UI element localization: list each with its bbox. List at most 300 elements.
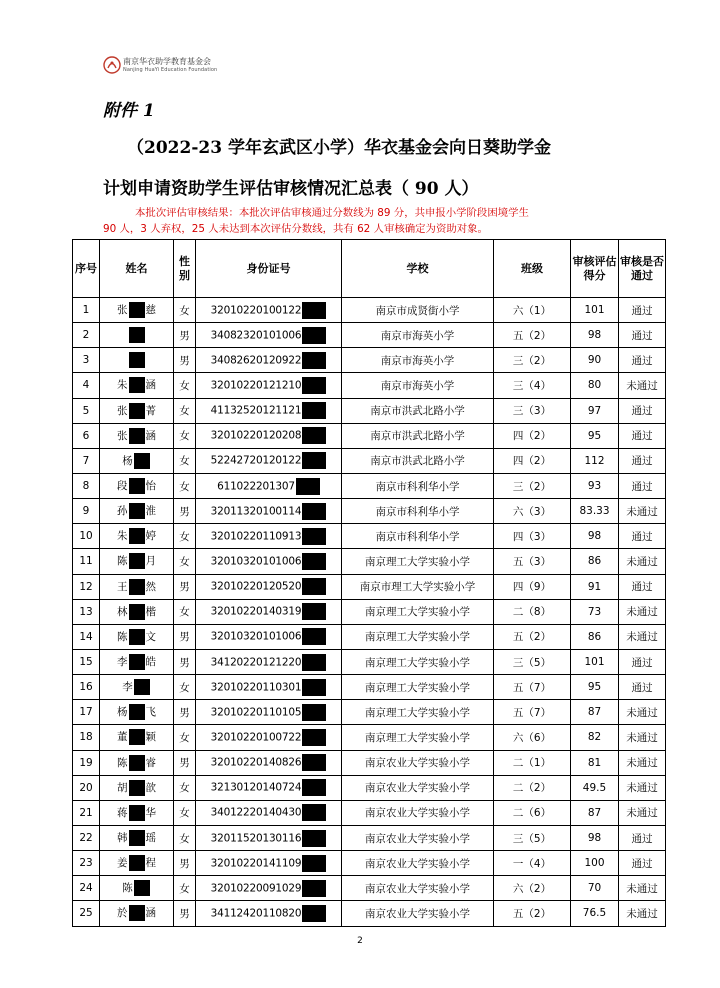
student-id xyxy=(196,775,342,800)
student-gender: 女 xyxy=(174,800,196,825)
id-redaction-mask xyxy=(302,905,326,922)
review-result: 通过 xyxy=(619,448,666,473)
id-number-visible: 32010220140319 xyxy=(210,605,302,618)
student-class: 三（5） xyxy=(494,649,571,674)
assessment-score: 98 xyxy=(571,524,619,549)
name-last-char: 菁 xyxy=(145,404,156,417)
table-row xyxy=(73,448,666,473)
redaction-mask xyxy=(129,629,145,645)
id-redaction-mask xyxy=(296,478,320,495)
student-id xyxy=(196,675,342,700)
name-last-char: 瑶 xyxy=(145,832,156,845)
student-gender: 女 xyxy=(174,549,196,574)
redaction-mask xyxy=(129,755,145,771)
student-gender: 女 xyxy=(174,725,196,750)
review-result: 未通过 xyxy=(619,499,666,524)
student-school: 南京理工大学实验小学 xyxy=(342,549,494,574)
redaction-mask xyxy=(129,704,145,720)
row-number: 9 xyxy=(73,499,100,524)
note-line1: 本批次评估审核结果：本批次评估审核通过分数线为 89 分，共申报小学阶段困境学生 xyxy=(135,207,529,219)
review-result: 未通过 xyxy=(619,725,666,750)
table-body xyxy=(73,298,666,927)
name-first-char: 朱 xyxy=(117,379,128,392)
student-school: 南京市海英小学 xyxy=(342,348,494,373)
student-school: 南京市科利华小学 xyxy=(342,499,494,524)
redaction-mask xyxy=(129,377,145,393)
id-number-visible: 32010220091029 xyxy=(210,882,302,895)
student-name xyxy=(100,851,174,876)
redaction-mask xyxy=(129,729,145,745)
row-number: 24 xyxy=(73,876,100,901)
student-gender: 男 xyxy=(174,624,196,649)
id-redaction-mask xyxy=(302,503,326,520)
table-row xyxy=(73,825,666,850)
row-number: 21 xyxy=(73,800,100,825)
student-id xyxy=(196,423,342,448)
assessment-score: 101 xyxy=(571,298,619,323)
assessment-score: 83.33 xyxy=(571,499,619,524)
student-school: 南京农业大学实验小学 xyxy=(342,876,494,901)
table-row xyxy=(73,549,666,574)
student-gender: 女 xyxy=(174,298,196,323)
review-result: 未通过 xyxy=(619,800,666,825)
student-gender: 女 xyxy=(174,825,196,850)
id-redaction-mask xyxy=(302,830,326,847)
student-id xyxy=(196,649,342,674)
redaction-mask xyxy=(129,403,145,419)
review-result: 未通过 xyxy=(619,700,666,725)
row-number: 18 xyxy=(73,725,100,750)
name-last-char: 飞 xyxy=(145,706,156,719)
name-last-char: 程 xyxy=(145,857,156,870)
student-school: 南京市海英小学 xyxy=(342,373,494,398)
redaction-mask xyxy=(129,654,145,670)
review-result: 通过 xyxy=(619,423,666,448)
document-title-line1: （2022-23 学年玄武区小学）华衣基金会向日葵助学金 xyxy=(127,138,551,158)
student-name xyxy=(100,624,174,649)
name-first-char: 陈 xyxy=(117,630,128,643)
name-last-char: 华 xyxy=(145,806,156,819)
review-result: 通过 xyxy=(619,348,666,373)
review-result-note xyxy=(103,205,623,237)
student-name xyxy=(100,549,174,574)
table-row xyxy=(73,423,666,448)
student-class: 五（7） xyxy=(494,675,571,700)
student-name xyxy=(100,348,174,373)
student-name xyxy=(100,574,174,599)
student-gender: 女 xyxy=(174,398,196,423)
row-number: 7 xyxy=(73,448,100,473)
id-redaction-mask xyxy=(302,528,326,545)
id-redaction-mask xyxy=(302,855,326,872)
id-number-visible: 32010220120208 xyxy=(210,429,302,442)
document-title-line2: 计划申请资助学生评估审核情况汇总表（ 90 人） xyxy=(103,179,479,199)
id-redaction-mask xyxy=(302,754,326,771)
id-redaction-mask xyxy=(302,880,326,897)
id-redaction-mask xyxy=(302,779,326,796)
student-gender: 男 xyxy=(174,499,196,524)
name-last-char: 歆 xyxy=(145,781,156,794)
student-gender: 女 xyxy=(174,599,196,624)
id-number-visible: 32010220110105 xyxy=(210,706,302,719)
redaction-mask xyxy=(129,428,145,444)
student-class: 六（3） xyxy=(494,499,571,524)
table-row xyxy=(73,473,666,498)
assessment-score: 87 xyxy=(571,800,619,825)
row-number: 13 xyxy=(73,599,100,624)
review-result: 通过 xyxy=(619,298,666,323)
redaction-mask xyxy=(129,302,145,318)
assessment-score: 82 xyxy=(571,725,619,750)
assessment-score: 87 xyxy=(571,700,619,725)
student-id xyxy=(196,373,342,398)
student-school: 南京市科利华小学 xyxy=(342,473,494,498)
id-number-visible: 34112420110820 xyxy=(210,907,302,920)
id-redaction-mask xyxy=(302,553,326,570)
name-first-char: 杨 xyxy=(122,454,133,467)
id-redaction-mask xyxy=(302,452,326,469)
id-number-visible: 32011520130116 xyxy=(210,832,302,845)
table-row xyxy=(73,901,666,926)
student-name xyxy=(100,750,174,775)
redaction-mask xyxy=(129,604,145,620)
assessment-score: 97 xyxy=(571,398,619,423)
name-first-char: 蒋 xyxy=(117,806,128,819)
student-name xyxy=(100,499,174,524)
student-name xyxy=(100,448,174,473)
redaction-mask xyxy=(129,503,145,519)
student-school: 南京理工大学实验小学 xyxy=(342,624,494,649)
name-first-char: 李 xyxy=(122,681,133,694)
id-number-visible: 32010220121210 xyxy=(210,379,302,392)
student-name xyxy=(100,725,174,750)
name-first-char: 李 xyxy=(117,656,128,669)
id-number-visible: 32010220140826 xyxy=(210,756,302,769)
name-last-char: 涵 xyxy=(145,907,156,920)
student-name xyxy=(100,423,174,448)
row-number: 12 xyxy=(73,574,100,599)
student-name xyxy=(100,323,174,348)
note-line2: 90 人，3 人弃权，25 人未达到本次评估分数线，共有 62 人审核确定为资助对象。 xyxy=(103,223,488,235)
student-class: 四（2） xyxy=(494,423,571,448)
id-redaction-mask xyxy=(302,302,326,319)
table-row xyxy=(73,373,666,398)
name-last-char: 睿 xyxy=(145,756,156,769)
row-number: 2 xyxy=(73,323,100,348)
table-row xyxy=(73,624,666,649)
row-number: 11 xyxy=(73,549,100,574)
table-row xyxy=(73,775,666,800)
header-id: 身份证号 xyxy=(196,240,342,298)
logo-english-name: Nanjing HuaYi Education Foundation xyxy=(123,67,218,73)
student-gender: 男 xyxy=(174,323,196,348)
table-row xyxy=(73,675,666,700)
student-name xyxy=(100,373,174,398)
review-result: 通过 xyxy=(619,649,666,674)
student-school: 南京农业大学实验小学 xyxy=(342,775,494,800)
name-last-char: 文 xyxy=(145,630,156,643)
row-number: 22 xyxy=(73,825,100,850)
id-redaction-mask xyxy=(302,352,326,369)
student-id xyxy=(196,725,342,750)
id-redaction-mask xyxy=(302,427,326,444)
row-number: 10 xyxy=(73,524,100,549)
id-redaction-mask xyxy=(302,603,326,620)
assessment-score: 49.5 xyxy=(571,775,619,800)
assessment-score: 98 xyxy=(571,323,619,348)
student-class: 五（2） xyxy=(494,901,571,926)
row-number: 4 xyxy=(73,373,100,398)
student-id xyxy=(196,323,342,348)
assessment-score: 91 xyxy=(571,574,619,599)
name-first-char: 於 xyxy=(117,907,128,920)
student-class: 四（9） xyxy=(494,574,571,599)
row-number: 25 xyxy=(73,901,100,926)
student-gender: 男 xyxy=(174,851,196,876)
table-row xyxy=(73,323,666,348)
student-gender: 女 xyxy=(174,423,196,448)
student-name xyxy=(100,599,174,624)
id-number-visible: 32010320101006 xyxy=(210,630,302,643)
student-id xyxy=(196,825,342,850)
header-score: 审核评估得分 xyxy=(571,240,619,298)
student-class: 四（3） xyxy=(494,524,571,549)
id-number-visible: 32010320101006 xyxy=(210,555,302,568)
redaction-mask xyxy=(129,553,145,569)
student-class: 一（4） xyxy=(494,851,571,876)
foundation-logo-icon xyxy=(103,56,121,74)
row-number: 23 xyxy=(73,851,100,876)
header-gender: 性别 xyxy=(174,240,196,298)
name-first-char: 张 xyxy=(117,404,128,417)
name-first-char: 陈 xyxy=(117,756,128,769)
student-class: 三（2） xyxy=(494,348,571,373)
redaction-mask xyxy=(129,478,145,494)
id-number-visible: 52242720120122 xyxy=(210,454,302,467)
name-first-char: 孙 xyxy=(117,505,128,518)
student-class: 五（2） xyxy=(494,323,571,348)
id-number-visible: 32010220110913 xyxy=(210,530,302,543)
assessment-score: 70 xyxy=(571,876,619,901)
redaction-mask xyxy=(129,905,145,921)
student-class: 六（6） xyxy=(494,725,571,750)
attachment-label: 附件 1 xyxy=(103,101,155,121)
student-class: 二（8） xyxy=(494,599,571,624)
name-last-char: 然 xyxy=(145,580,156,593)
student-id xyxy=(196,448,342,473)
redaction-mask xyxy=(129,805,145,821)
name-first-char: 陈 xyxy=(117,555,128,568)
student-gender: 男 xyxy=(174,700,196,725)
student-class: 三（4） xyxy=(494,373,571,398)
student-school: 南京农业大学实验小学 xyxy=(342,851,494,876)
student-id xyxy=(196,624,342,649)
student-name xyxy=(100,876,174,901)
id-redaction-mask xyxy=(302,679,326,696)
table-row xyxy=(73,524,666,549)
foundation-logo xyxy=(103,55,233,77)
student-id xyxy=(196,549,342,574)
student-school: 南京市洪武北路小学 xyxy=(342,448,494,473)
redaction-mask xyxy=(129,579,145,595)
name-last-char: 怡 xyxy=(145,480,156,493)
student-school: 南京理工大学实验小学 xyxy=(342,725,494,750)
student-school: 南京理工大学实验小学 xyxy=(342,599,494,624)
name-last-char: 慈 xyxy=(145,304,156,317)
review-result: 通过 xyxy=(619,675,666,700)
name-first-char: 段 xyxy=(117,480,128,493)
student-gender: 男 xyxy=(174,750,196,775)
review-result: 通过 xyxy=(619,825,666,850)
student-school: 南京农业大学实验小学 xyxy=(342,750,494,775)
name-first-char: 韩 xyxy=(117,832,128,845)
student-gender: 男 xyxy=(174,348,196,373)
assessment-score: 98 xyxy=(571,825,619,850)
student-class: 五（7） xyxy=(494,700,571,725)
review-result: 未通过 xyxy=(619,775,666,800)
assessment-score: 93 xyxy=(571,473,619,498)
student-school: 南京农业大学实验小学 xyxy=(342,901,494,926)
student-id xyxy=(196,700,342,725)
table-row xyxy=(73,876,666,901)
id-redaction-mask xyxy=(302,729,326,746)
row-number: 14 xyxy=(73,624,100,649)
student-id xyxy=(196,524,342,549)
assessment-score: 95 xyxy=(571,423,619,448)
assessment-score: 73 xyxy=(571,599,619,624)
redaction-mask xyxy=(129,352,145,368)
table-row xyxy=(73,851,666,876)
name-first-char: 朱 xyxy=(117,530,128,543)
logo-chinese-name: 南京华衣助学教育基金会 xyxy=(123,57,211,66)
student-id xyxy=(196,473,342,498)
row-number: 15 xyxy=(73,649,100,674)
id-number-visible: 32010220100122 xyxy=(210,304,302,317)
student-id xyxy=(196,398,342,423)
redaction-mask xyxy=(129,780,145,796)
id-number-visible: 34012220140430 xyxy=(210,806,302,819)
student-class: 三（2） xyxy=(494,473,571,498)
student-id xyxy=(196,348,342,373)
review-result: 未通过 xyxy=(619,373,666,398)
student-school: 南京理工大学实验小学 xyxy=(342,649,494,674)
student-gender: 男 xyxy=(174,901,196,926)
review-result: 未通过 xyxy=(619,901,666,926)
redaction-mask xyxy=(134,880,150,896)
assessment-score: 95 xyxy=(571,675,619,700)
table-header-row xyxy=(73,240,666,298)
table-row xyxy=(73,599,666,624)
review-result: 通过 xyxy=(619,323,666,348)
assessment-score: 90 xyxy=(571,348,619,373)
student-school: 南京理工大学实验小学 xyxy=(342,700,494,725)
name-first-char: 王 xyxy=(117,580,128,593)
name-last-char: 楷 xyxy=(145,605,156,618)
id-number-visible: 34082620120922 xyxy=(210,354,302,367)
student-gender: 男 xyxy=(174,649,196,674)
table-row xyxy=(73,398,666,423)
student-name xyxy=(100,473,174,498)
id-number-visible: 32130120140724 xyxy=(210,781,302,794)
student-name xyxy=(100,398,174,423)
review-result: 未通过 xyxy=(619,549,666,574)
student-school: 南京市海英小学 xyxy=(342,323,494,348)
assessment-score: 81 xyxy=(571,750,619,775)
assessment-score: 86 xyxy=(571,549,619,574)
table-row xyxy=(73,700,666,725)
table-row xyxy=(73,499,666,524)
student-id xyxy=(196,574,342,599)
table-row xyxy=(73,649,666,674)
assessment-score: 76.5 xyxy=(571,901,619,926)
student-gender: 女 xyxy=(174,524,196,549)
id-redaction-mask xyxy=(302,402,326,419)
header-result: 审核是否通过 xyxy=(619,240,666,298)
student-school: 南京市洪武北路小学 xyxy=(342,423,494,448)
id-number-visible: 34120220121220 xyxy=(210,656,302,669)
student-class: 六（1） xyxy=(494,298,571,323)
student-name xyxy=(100,700,174,725)
name-first-char: 杨 xyxy=(117,706,128,719)
review-result: 通过 xyxy=(619,398,666,423)
table-row xyxy=(73,574,666,599)
name-last-char: 皓 xyxy=(145,656,156,669)
student-school: 南京理工大学实验小学 xyxy=(342,675,494,700)
header-name: 姓名 xyxy=(100,240,174,298)
student-class: 二（2） xyxy=(494,775,571,800)
student-school: 南京市成贤街小学 xyxy=(342,298,494,323)
name-first-char: 姜 xyxy=(117,857,128,870)
student-name xyxy=(100,901,174,926)
student-class: 四（2） xyxy=(494,448,571,473)
id-redaction-mask xyxy=(302,654,326,671)
id-number-visible: 32010220110301 xyxy=(210,681,302,694)
id-redaction-mask xyxy=(302,628,326,645)
review-result: 通过 xyxy=(619,851,666,876)
student-name xyxy=(100,775,174,800)
student-assessment-table xyxy=(72,239,666,927)
review-result: 未通过 xyxy=(619,876,666,901)
student-class: 三（3） xyxy=(494,398,571,423)
name-last-char: 婷 xyxy=(145,530,156,543)
redaction-mask xyxy=(134,453,150,469)
student-class: 五（2） xyxy=(494,624,571,649)
row-number: 17 xyxy=(73,700,100,725)
student-gender: 女 xyxy=(174,373,196,398)
student-name xyxy=(100,649,174,674)
id-redaction-mask xyxy=(302,377,326,394)
row-number: 16 xyxy=(73,675,100,700)
assessment-score: 86 xyxy=(571,624,619,649)
row-number: 20 xyxy=(73,775,100,800)
review-result: 通过 xyxy=(619,473,666,498)
student-gender: 女 xyxy=(174,675,196,700)
id-number-visible: 34082320101006 xyxy=(210,329,302,342)
student-school: 南京农业大学实验小学 xyxy=(342,825,494,850)
row-number: 1 xyxy=(73,298,100,323)
name-last-char: 涵 xyxy=(145,429,156,442)
student-class: 六（2） xyxy=(494,876,571,901)
student-id xyxy=(196,499,342,524)
student-school: 南京市理工大学实验小学 xyxy=(342,574,494,599)
student-name xyxy=(100,800,174,825)
redaction-mask xyxy=(129,855,145,871)
id-number-visible: 611022201307 xyxy=(217,480,295,493)
header-no: 序号 xyxy=(73,240,100,298)
name-last-char: 淮 xyxy=(145,505,156,518)
id-number-visible: 32010220141109 xyxy=(210,857,302,870)
review-result: 未通过 xyxy=(619,599,666,624)
